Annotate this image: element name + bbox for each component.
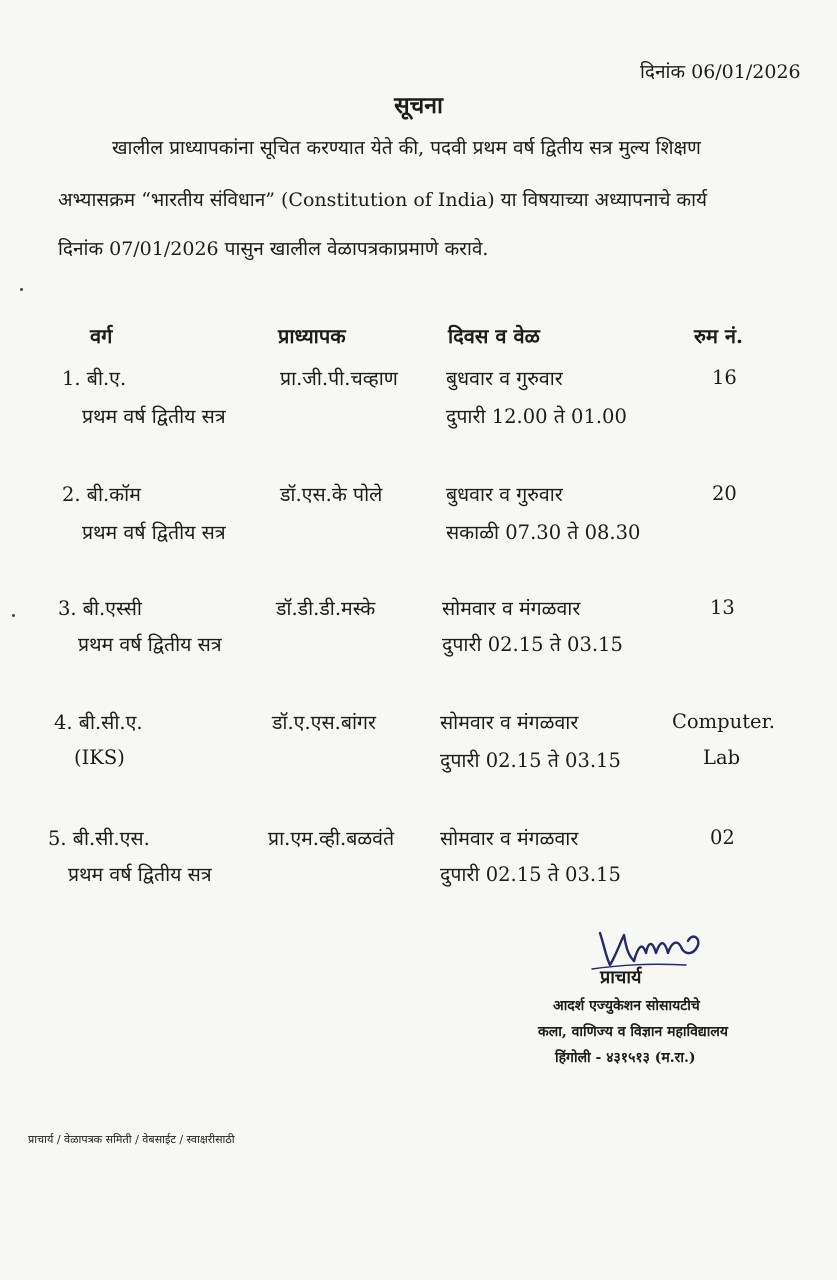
scan-speck [20, 288, 23, 291]
row2-professor: डॉ.एस.के पोले [280, 483, 383, 506]
row1-class: 1. बी.ए. [62, 367, 127, 390]
row3-time: दुपारी 02.15 ते 03.15 [442, 633, 623, 656]
row1-room: 16 [712, 366, 737, 389]
stamp-college: कला, वाणिज्य व विज्ञान महाविद्यालय [538, 1024, 728, 1040]
row3-professor: डॉ.डी.डी.मस्के [276, 597, 376, 620]
row5-room: 02 [710, 826, 735, 849]
row4-room-sub: Lab [703, 746, 741, 769]
body-line-3: दिनांक 07/01/2026 पासुन खालील वेळापत्रकाप्रमाणे करावे. [58, 238, 489, 260]
body-line-1: खालील प्राध्यापकांना सूचित करण्यात येते की, पदवी प्रथम वर्ष द्वितीय सत्र मुल्य शिक्षण [112, 137, 701, 159]
row4-class-sub: (IKS) [74, 746, 125, 769]
footer-distribution: प्राचार्य / वेळापत्रक समिती / वेबसाईट / स्वाक्षरीसाठी [28, 1133, 235, 1146]
row4-time: दुपारी 02.15 ते 03.15 [440, 749, 621, 772]
row1-time: दुपारी 12.00 ते 01.00 [446, 405, 627, 428]
row2-room: 20 [712, 482, 737, 505]
row4-day: सोमवार व मंगळवार [440, 711, 579, 734]
row5-class-sub: प्रथम वर्ष द्वितीय सत्र [68, 863, 212, 886]
row4-class: 4. बी.सी.ए. [54, 711, 143, 734]
row2-class: 2. बी.कॉम [62, 483, 141, 506]
row2-time: सकाळी 07.30 ते 08.30 [446, 521, 641, 544]
row1-class-sub: प्रथम वर्ष द्वितीय सत्र [82, 405, 226, 428]
notice-title: सूचना [394, 92, 443, 119]
header-room: रुम नं. [694, 324, 743, 348]
row2-class-sub: प्रथम वर्ष द्वितीय सत्र [82, 521, 226, 544]
row5-professor: प्रा.एम.व्ही.बळवंते [268, 827, 395, 850]
stamp-address: हिंगोली - ४३१५१३ (म.रा.) [555, 1050, 696, 1066]
header-professor: प्राध्यापक [278, 324, 346, 348]
row3-day: सोमवार व मंगळवार [442, 597, 581, 620]
row4-room: Computer. [672, 710, 775, 733]
row4-professor: डॉ.ए.एस.बांगर [272, 711, 376, 734]
scan-speck [12, 614, 15, 617]
row3-room: 13 [710, 596, 735, 619]
body-line-2: अभ्यासक्रम “भारतीय संविधान” (Constitution of India) या विषयाच्या अध्यापनाचे कार्य [58, 189, 708, 211]
header-daytime: दिवस व वेळ [448, 324, 540, 348]
notice-date: दिनांक 06/01/2026 [640, 61, 801, 83]
row3-class-sub: प्रथम वर्ष द्वितीय सत्र [78, 633, 222, 656]
row1-professor: प्रा.जी.पी.चव्हाण [280, 367, 398, 390]
header-class: वर्ग [90, 324, 113, 348]
designation: प्राचार्य [600, 967, 642, 988]
row3-class: 3. बी.एस्सी [58, 597, 142, 620]
row5-time: दुपारी 02.15 ते 03.15 [440, 863, 621, 886]
row1-day: बुधवार व गुरुवार [446, 367, 563, 390]
row5-class: 5. बी.सी.एस. [48, 827, 150, 850]
row2-day: बुधवार व गुरुवार [446, 483, 563, 506]
stamp-society: आदर्श एज्युकेशन सोसायटीचे [553, 998, 700, 1014]
row5-day: सोमवार व मंगळवार [440, 827, 579, 850]
